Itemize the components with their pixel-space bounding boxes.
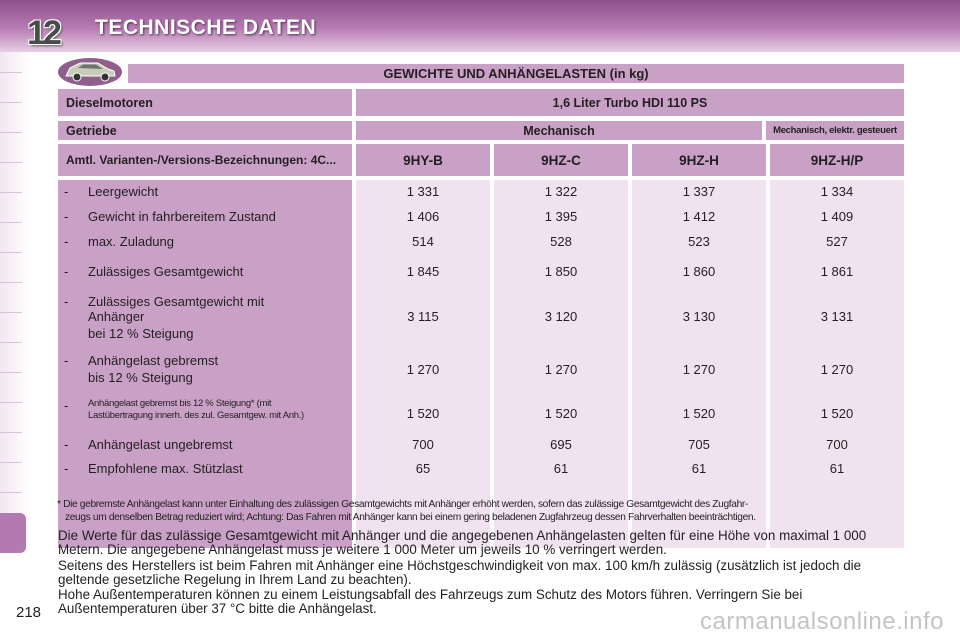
- chapter-tab[interactable]: [0, 513, 26, 553]
- side-strip: [0, 52, 30, 552]
- table-cell: 1 520: [544, 406, 578, 421]
- side-tick: [0, 72, 22, 73]
- side-tick: [0, 312, 22, 313]
- table-cell: 1 337: [682, 184, 716, 199]
- table-cell: 1 270: [406, 362, 440, 377]
- variant-header: 9HZ-C: [494, 144, 628, 176]
- side-tick: [0, 462, 22, 463]
- row-label: - Anhängelast ungebremst: [64, 437, 233, 452]
- table-cell: 700: [826, 437, 848, 452]
- variant-header: 9HZ-H: [632, 144, 766, 176]
- side-tick: [0, 342, 22, 343]
- side-tick: [0, 432, 22, 433]
- table-cell: 523: [688, 234, 710, 249]
- table-cell: 1 520: [820, 406, 854, 421]
- table-body: [58, 180, 904, 550]
- side-tick: [0, 492, 22, 493]
- side-tick: [0, 282, 22, 283]
- car-icon: [58, 56, 122, 86]
- table-cell: 1 270: [682, 362, 716, 377]
- side-tick: [0, 102, 22, 103]
- table-cell: 700: [412, 437, 434, 452]
- footnote-line: * Die gebremste Anhängelast kann unter Einhaltung des zulässigen Gesamtgewichts mit Anhänger erhöht werden, sofern das zulässige Gesamtgewicht des Zugfahr-: [57, 499, 748, 510]
- table-cell: 528: [550, 234, 572, 249]
- row-label: - max. Zuladung: [64, 234, 174, 249]
- row-label: - Leergewicht: [64, 184, 159, 199]
- variants-row: [58, 144, 904, 176]
- gearbox-label: Getriebe: [58, 121, 352, 140]
- side-tick: [0, 222, 22, 223]
- side-tick: [0, 162, 22, 163]
- table-cell: 1 270: [820, 362, 854, 377]
- table-cell: 514: [412, 234, 434, 249]
- table-cell: 61: [553, 461, 569, 476]
- row-label: - Gewicht in fahrbereitem Zustand: [64, 209, 276, 224]
- table-cell: 1 406: [406, 209, 440, 224]
- gearbox-row: [58, 121, 904, 140]
- body-paragraph: Die Werte für das zulässige Gesamtgewicht mit Anhänger und die angegebenen Anhängelasten gelten für eine Höhe von maximal 1 000 Metern. Die angegebene Anhängelast muss je weitere 1 000 Meter um jeweils 10 % verringert werden.: [58, 528, 867, 557]
- gearbox-auto: Mechanisch, elektr. gesteuert: [766, 121, 904, 140]
- page-title: TECHNISCHE DATEN: [95, 16, 317, 39]
- variant-header: 9HY-B: [356, 144, 490, 176]
- table-cell: 1 412: [682, 209, 716, 224]
- table-cell: 1 270: [544, 362, 578, 377]
- table-cell: 65: [415, 461, 431, 476]
- engine-value: 1,6 Liter Turbo HDI 110 PS: [356, 89, 904, 116]
- table-cell: 1 322: [544, 184, 578, 199]
- table-cell: 61: [829, 461, 845, 476]
- engine-row: [58, 89, 904, 116]
- chapter-badge: [16, 12, 70, 54]
- table-cell: 695: [550, 437, 572, 452]
- body-paragraph: Seitens des Herstellers ist beim Fahren mit Anhänger eine Höchstgeschwindigkeit von max. 100 km/h zulässig (zusätzlich ist jedoch die geltende gesetzliche Regelung in Ihrem Land zu beachten).: [58, 558, 862, 587]
- side-tick: [0, 402, 22, 403]
- table-cell: 1 520: [682, 406, 716, 421]
- table-cell: 3 130: [682, 309, 716, 324]
- table-cell: 3 131: [820, 309, 854, 324]
- chapter-number: 12: [27, 13, 59, 52]
- row-label: - Empfohlene max. Stützlast: [64, 461, 243, 476]
- variants-label: Amtl. Varianten-/Versions-Bezeichnungen: 4C...: [58, 144, 352, 176]
- row-label: - Zulässiges Gesamtgewicht mit Anhänger bei 12 % Steigung: [64, 294, 265, 341]
- row-label: - Zulässiges Gesamtgewicht: [64, 264, 244, 279]
- side-tick: [0, 252, 22, 253]
- row-label: - Anhängelast gebremst bis 12 % Steigung* (mit Lastübertragung innerh. des zul. Gesamtgew. mit Anh.): [64, 398, 304, 421]
- variant-header: 9HZ-H/P: [770, 144, 904, 176]
- table-cell: 61: [691, 461, 707, 476]
- table-cell: 527: [826, 234, 848, 249]
- side-tick: [0, 192, 22, 193]
- table-cell: 1 331: [406, 184, 440, 199]
- table-cell: 705: [688, 437, 710, 452]
- footnote: [57, 498, 907, 524]
- watermark: carmanualsonline.info: [700, 608, 944, 635]
- footnote-line: zeugs um denselben Betrag reduziert wird; Achtung: Das Fahren mit Anhänger kann bei einem gering beladenen Zugfahrzeug dessen Fahrverhalten beeinträchtigen.: [65, 512, 756, 523]
- side-tick: [0, 372, 22, 373]
- body-paragraph: Hohe Außentemperaturen können zu einem Leistungsabfall des Fahrzeugs zum Schutz des Motors führen. Verringern Sie bei Außentemperaturen über 37 °C bitte die Anhängelast.: [58, 587, 803, 616]
- table-cell: 3 115: [407, 309, 439, 324]
- side-tick: [0, 132, 22, 133]
- gearbox-manual: Mechanisch: [356, 121, 762, 140]
- page-number: 218: [16, 604, 42, 621]
- table-cell: 1 861: [820, 264, 854, 279]
- row-label: - Anhängelast gebremst bis 12 % Steigung: [64, 353, 219, 385]
- table-cell: 3 120: [544, 309, 578, 324]
- table-cell: 1 845: [406, 264, 440, 279]
- table-cell: 1 334: [820, 184, 854, 199]
- table-cell: 1 860: [682, 264, 716, 279]
- table-cell: 1 409: [820, 209, 854, 224]
- table-title: GEWICHTE UND ANHÄNGELASTEN (in kg): [128, 64, 904, 83]
- table-cell: 1 850: [544, 264, 578, 279]
- table-cell: 1 395: [544, 209, 578, 224]
- table-cell: 1 520: [406, 406, 440, 421]
- engine-label: Dieselmotoren: [58, 89, 352, 116]
